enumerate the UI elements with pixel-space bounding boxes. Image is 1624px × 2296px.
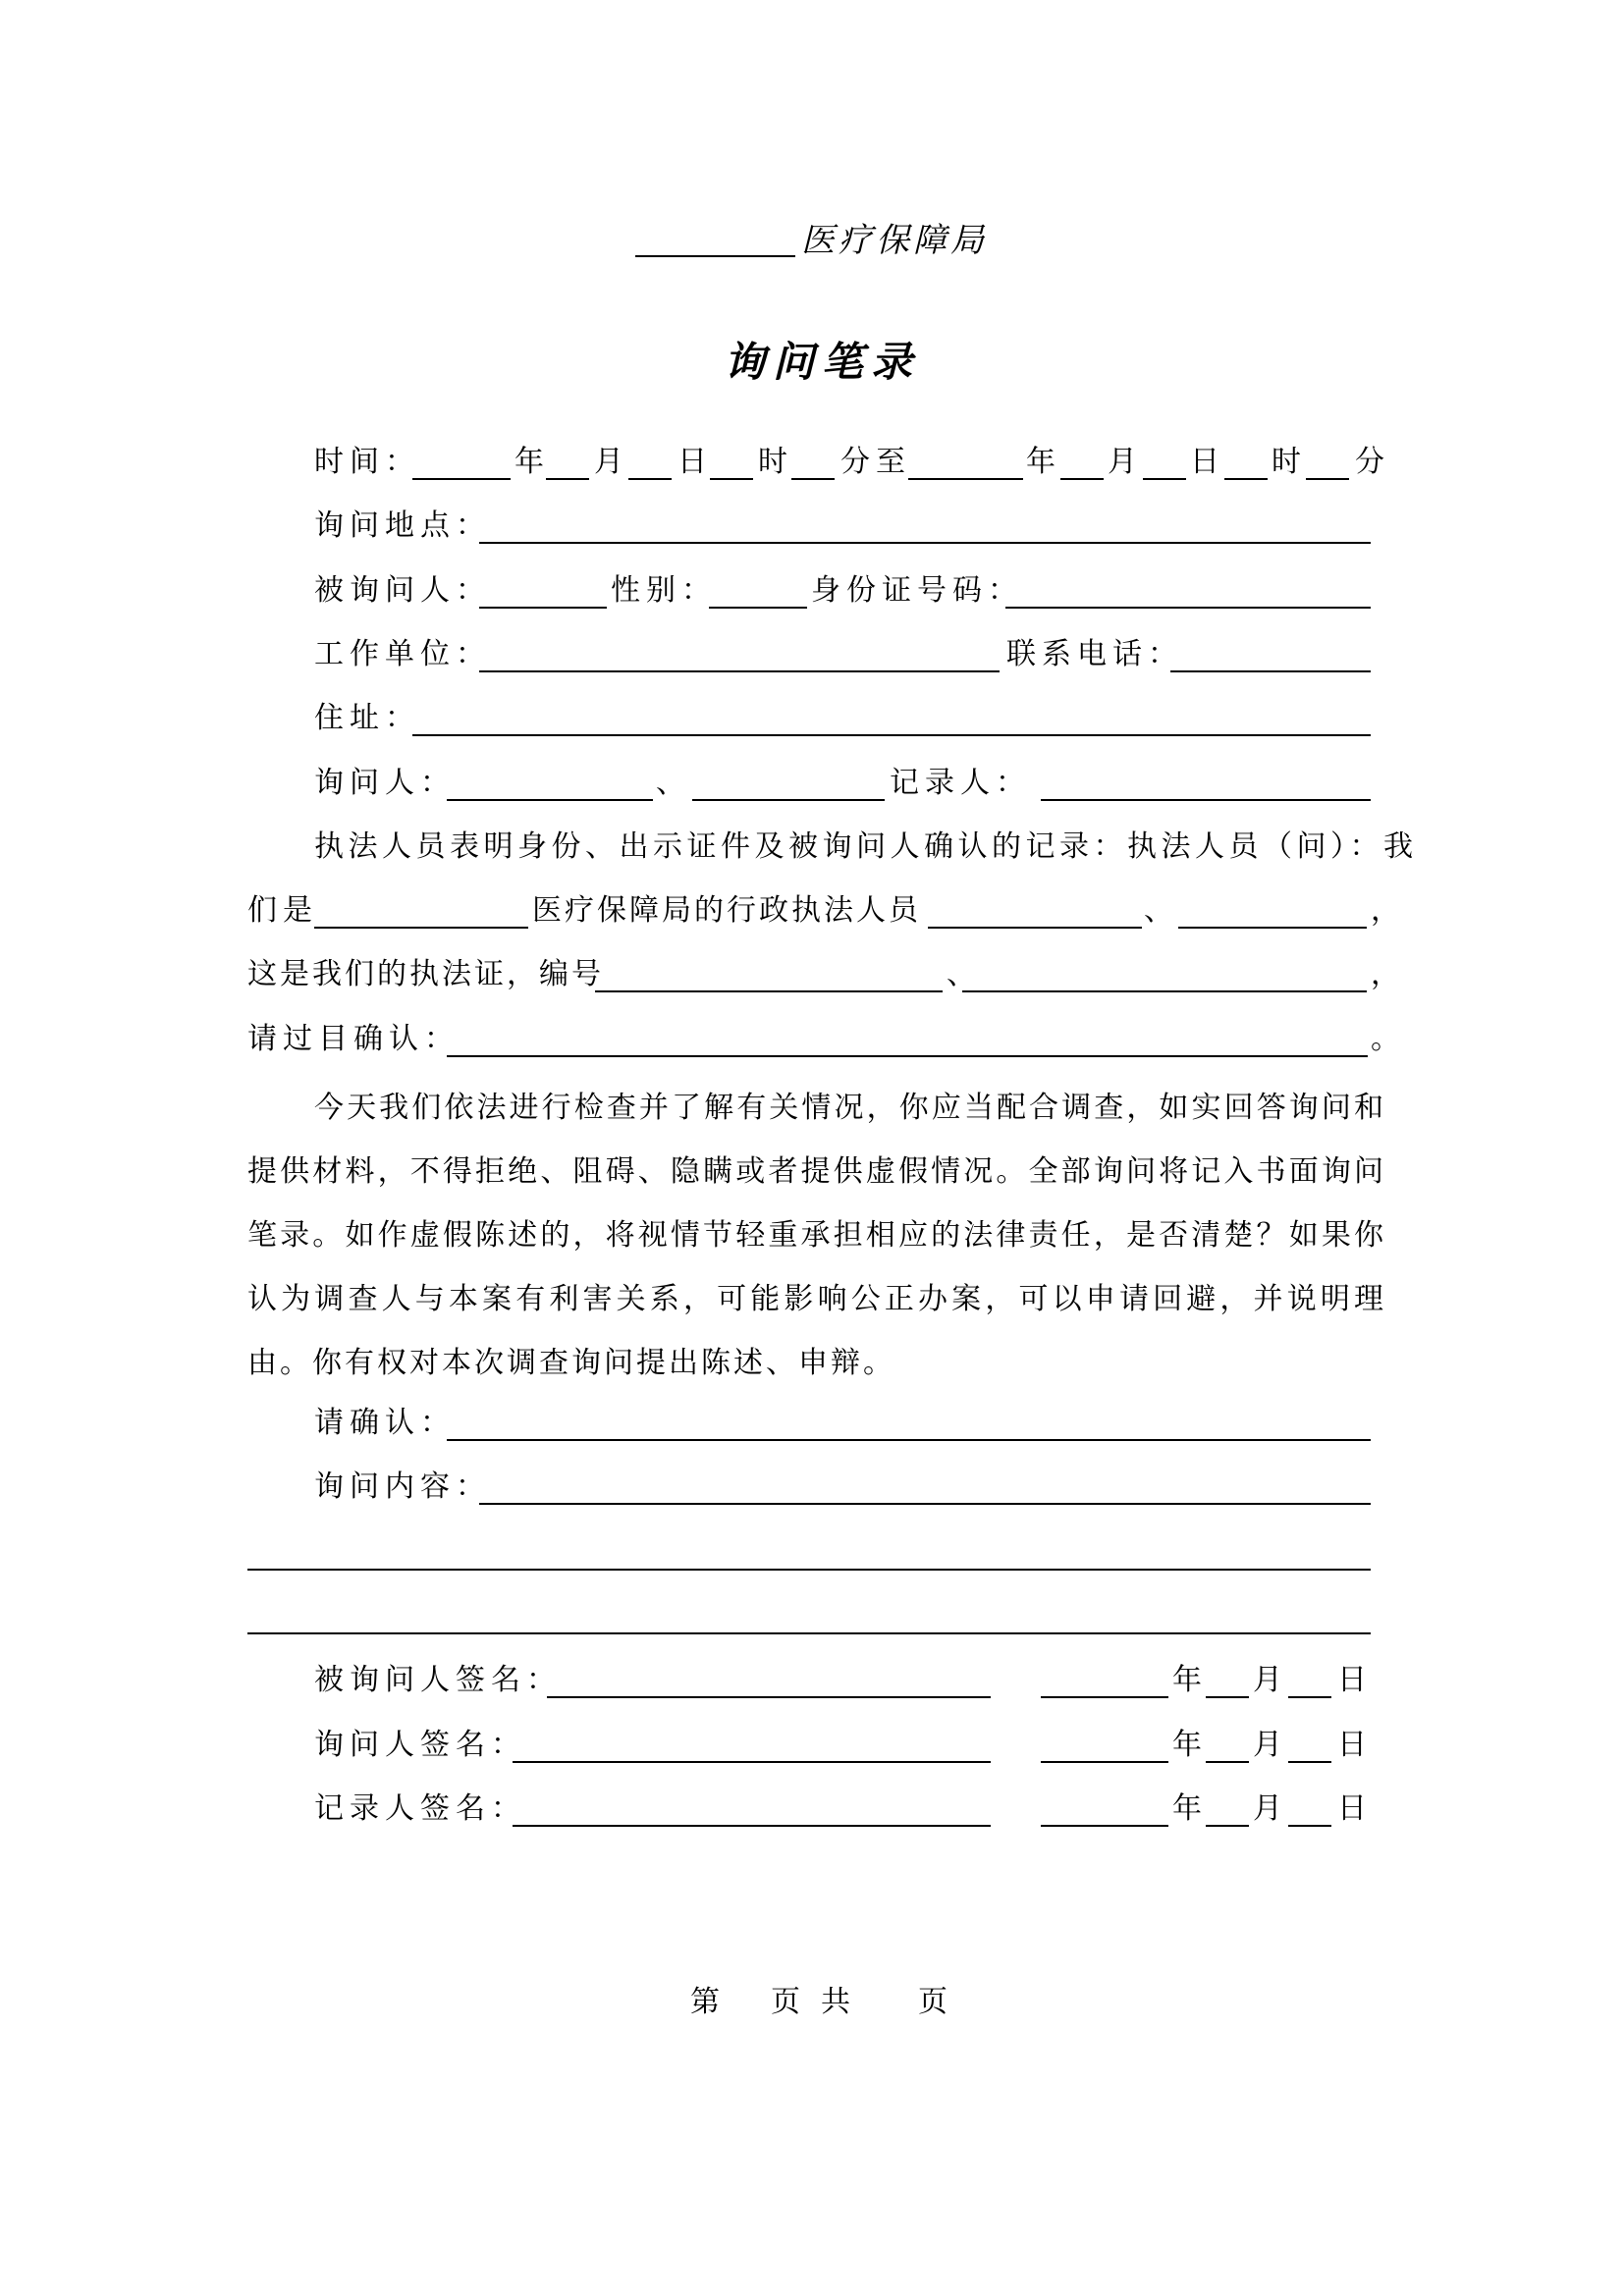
start-hour-unit: 时 (758, 445, 793, 479)
start-hour-blank[interactable] (710, 478, 753, 480)
signature-blank[interactable] (513, 1761, 991, 1763)
signature-year-unit: 年 (1172, 1663, 1208, 1697)
identity-line-3-end: ， (1371, 957, 1406, 991)
signature-month-blank[interactable] (1206, 1825, 1249, 1827)
signature-year-blank[interactable] (1041, 1696, 1168, 1698)
location-label: 询问地点： (314, 508, 491, 543)
time-to: 至 (876, 445, 911, 479)
badge-number-blank-2[interactable] (962, 990, 1367, 992)
badge-separator: 、 (947, 957, 982, 991)
signature-month-blank[interactable] (1206, 1696, 1249, 1698)
agency-title: 医疗保障局 (801, 221, 988, 260)
signature-month-unit: 月 (1253, 1728, 1288, 1762)
signature-day-unit: 日 (1337, 1728, 1373, 1762)
end-minute-blank[interactable] (1306, 478, 1349, 480)
document-title: 询问笔录 (724, 338, 921, 386)
signature-month-blank[interactable] (1206, 1761, 1249, 1763)
address-blank[interactable] (412, 734, 1371, 736)
location-blank[interactable] (479, 542, 1371, 544)
signature-year-blank[interactable] (1041, 1761, 1168, 1763)
identity-line-2-mid: 医疗保障局的行政执法人员 (532, 893, 921, 928)
inquirer-label: 询问人： (314, 766, 456, 800)
phone-label: 联系电话： (1006, 637, 1183, 671)
end-minute-unit: 分 (1355, 445, 1390, 479)
content-blank-3[interactable] (247, 1632, 1371, 1634)
content-label: 询问内容： (314, 1469, 491, 1504)
identity-line-1: 执法人员表明身份、出示证件及被询问人确认的记录：执法人员（问）：我 (314, 829, 1418, 864)
footer-page-prefix: 第 (690, 1985, 720, 2019)
signature-day-blank[interactable] (1288, 1825, 1331, 1827)
end-day-blank[interactable] (1143, 478, 1186, 480)
officer-blank-2[interactable] (1178, 927, 1367, 929)
interviewee-label: 被询问人： (314, 573, 491, 608)
footer-total-prefix: 共 (821, 1985, 850, 2019)
identity-line-4-start: 请过目确认： (247, 1022, 460, 1056)
start-month-blank[interactable] (546, 478, 589, 480)
signature-day-unit: 日 (1337, 1791, 1373, 1826)
inquirer-blank-2[interactable] (692, 799, 885, 801)
end-year-blank[interactable] (908, 478, 1023, 480)
content-blank-2[interactable] (247, 1569, 1371, 1571)
id-number-blank[interactable] (1005, 607, 1371, 609)
signature-year-unit: 年 (1172, 1728, 1208, 1762)
signature-label: 被询问人签名： (314, 1663, 562, 1697)
signature-month-unit: 月 (1253, 1663, 1288, 1697)
start-year-unit: 年 (514, 445, 550, 479)
signature-label: 记录人签名： (314, 1791, 526, 1826)
start-minute-blank[interactable] (791, 478, 835, 480)
end-month-unit: 月 (1108, 445, 1143, 479)
start-day-unit: 日 (677, 445, 713, 479)
officer-blank-1[interactable] (928, 927, 1142, 929)
inquirer-blank-1[interactable] (447, 799, 653, 801)
identity-line-2-end: ， (1371, 893, 1406, 928)
content-blank-1[interactable] (479, 1503, 1371, 1505)
start-year-blank[interactable] (412, 478, 511, 480)
inquirer-separator: 、 (656, 766, 691, 800)
agency-name-blank[interactable] (635, 255, 795, 257)
signature-year-blank[interactable] (1041, 1825, 1168, 1827)
signature-blank[interactable] (513, 1825, 991, 1827)
legal-notice: 今天我们依法进行检查并了解有关情况，你应当配合调查，如实回答询问和提供材料，不得拒绝、阻碍、隐瞒或者提供虚假情况。全部询问将记入书面询问笔录。如作虚假陈述的，将视情节轻重承担相应的法律责任，是否清楚？如果你认为调查人与本案有利害关系，可能影响公正办案，可以申请回避，并说明理由。你有权对本次调查询问提出陈述、申辩。 (247, 1091, 1386, 1380)
gender-blank[interactable] (709, 607, 807, 609)
identity-line-4-end: 。 (1371, 1022, 1406, 1056)
identity-confirm-blank[interactable] (447, 1055, 1368, 1057)
start-day-blank[interactable] (628, 478, 672, 480)
officer-separator: 、 (1144, 893, 1179, 928)
time-label: 时间： (314, 445, 420, 479)
end-hour-unit: 时 (1272, 445, 1307, 479)
confirm-blank[interactable] (447, 1439, 1371, 1441)
start-month-unit: 月 (594, 445, 629, 479)
interviewee-blank[interactable] (479, 607, 607, 609)
identity-line-2-start: 们是 (247, 893, 318, 928)
signature-month-unit: 月 (1253, 1791, 1288, 1826)
signature-label: 询问人签名： (314, 1728, 526, 1762)
gender-label: 性别： (611, 573, 717, 608)
recorder-blank[interactable] (1041, 799, 1371, 801)
address-label: 住址： (314, 701, 420, 735)
footer-page-unit: 页 (771, 1985, 800, 2019)
work-unit-blank[interactable] (479, 670, 1000, 672)
end-year-unit: 年 (1026, 445, 1061, 479)
identity-line-3-start: 这是我们的执法证，编号 (247, 957, 604, 991)
confirm-label: 请确认： (314, 1406, 456, 1440)
end-day-unit: 日 (1190, 445, 1225, 479)
signature-day-blank[interactable] (1288, 1761, 1331, 1763)
signature-year-unit: 年 (1172, 1791, 1208, 1826)
phone-blank[interactable] (1170, 670, 1371, 672)
id-number-label: 身份证号码： (811, 573, 1023, 608)
badge-number-blank-1[interactable] (595, 990, 943, 992)
work-unit-label: 工作单位： (314, 637, 491, 671)
signature-day-unit: 日 (1337, 1663, 1373, 1697)
recorder-label: 记录人： (890, 766, 1031, 800)
agency-blank-2[interactable] (314, 927, 528, 929)
footer-total-unit: 页 (918, 1985, 947, 2019)
signature-blank[interactable] (547, 1696, 991, 1698)
signature-day-blank[interactable] (1288, 1696, 1331, 1698)
end-month-blank[interactable] (1060, 478, 1104, 480)
start-minute-unit: 分 (840, 445, 876, 479)
end-hour-blank[interactable] (1224, 478, 1268, 480)
